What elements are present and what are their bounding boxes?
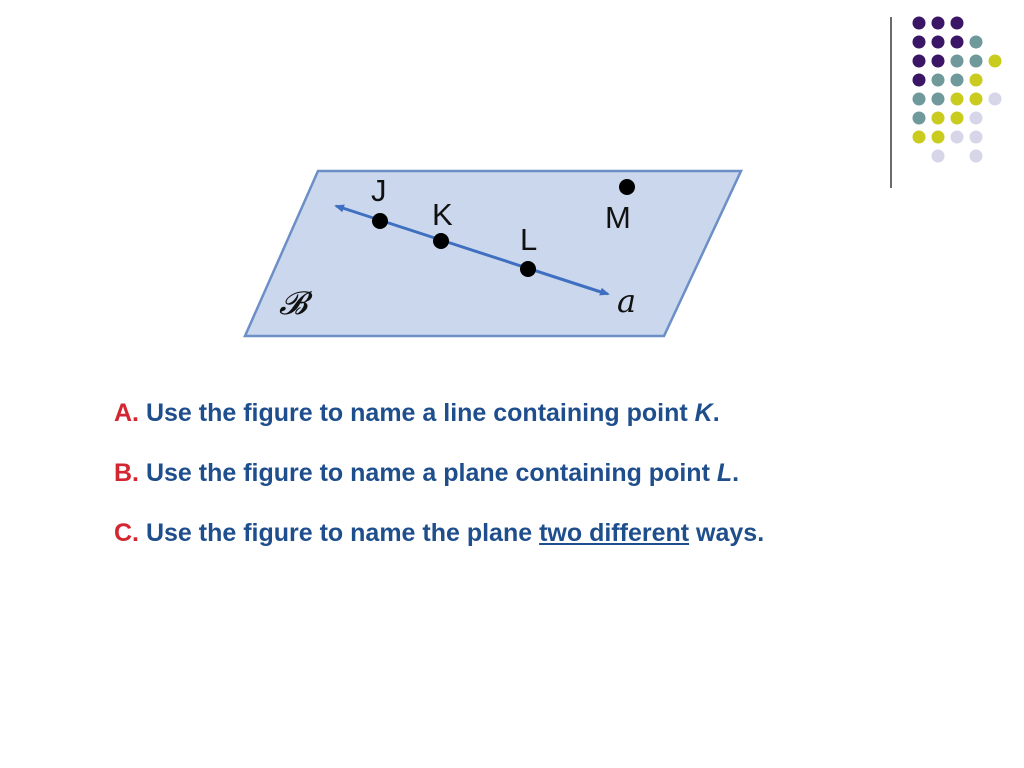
decor-dot <box>970 55 983 68</box>
decor-dot <box>951 74 964 87</box>
question-a-letter: A. <box>114 399 139 427</box>
decor-dot <box>951 55 964 68</box>
question-b-text: Use the figure to name a plane containing point <box>145 459 717 487</box>
decor-dot <box>970 36 983 49</box>
decor-dot <box>913 74 926 87</box>
decor-dot <box>913 17 926 30</box>
decor-dot <box>951 36 964 49</box>
decor-dot <box>970 93 983 106</box>
question-b-tail: . <box>732 459 740 487</box>
question-c-letter: C. <box>114 519 139 547</box>
label-l: L <box>520 222 538 257</box>
geometry-figure <box>230 160 760 350</box>
question-a-tail: . <box>712 399 720 427</box>
label-k: K <box>432 197 453 232</box>
decor-dot <box>970 131 983 144</box>
question-c <box>114 518 764 548</box>
decor-dot <box>932 55 945 68</box>
point-j <box>372 213 388 229</box>
point-k <box>433 233 449 249</box>
decor-dot <box>989 93 1002 106</box>
decor-dot <box>932 17 945 30</box>
question-b-emph: L <box>716 459 733 487</box>
decor-dot <box>913 112 926 125</box>
label-plane-b: 𝓑 <box>279 284 308 322</box>
decor-dot <box>989 55 1002 68</box>
decor-dot <box>932 36 945 49</box>
question-a-text: Use the figure to name a line containing point <box>145 399 695 427</box>
question-a-emph: K <box>694 399 713 427</box>
label-m: M <box>605 200 631 235</box>
label-j: J <box>371 173 387 208</box>
decor-dot <box>932 74 945 87</box>
decor-dot <box>970 74 983 87</box>
decor-dot <box>913 36 926 49</box>
decor-dot <box>932 93 945 106</box>
decor-dot <box>913 55 926 68</box>
question-c-text: Use the figure to name the plane <box>145 519 540 547</box>
question-b-letter: B. <box>114 459 139 487</box>
decor-dot <box>951 93 964 106</box>
decor-dot <box>932 150 945 163</box>
decor-dot <box>951 112 964 125</box>
question-c-tail: ways. <box>689 519 765 547</box>
decor-dot <box>913 93 926 106</box>
header-divider-line <box>890 17 892 188</box>
question-c-underline: two different <box>539 519 690 547</box>
decor-dot <box>932 131 945 144</box>
point-m <box>619 179 635 195</box>
decor-dot <box>970 150 983 163</box>
decor-dot <box>913 131 926 144</box>
point-l <box>520 261 536 277</box>
decor-dot <box>932 112 945 125</box>
decor-dot <box>970 112 983 125</box>
question-a <box>114 398 720 428</box>
question-b <box>114 458 739 488</box>
decor-dot <box>951 17 964 30</box>
decor-dot <box>951 131 964 144</box>
plane-b <box>245 171 741 336</box>
label-line-a: a <box>617 282 637 320</box>
